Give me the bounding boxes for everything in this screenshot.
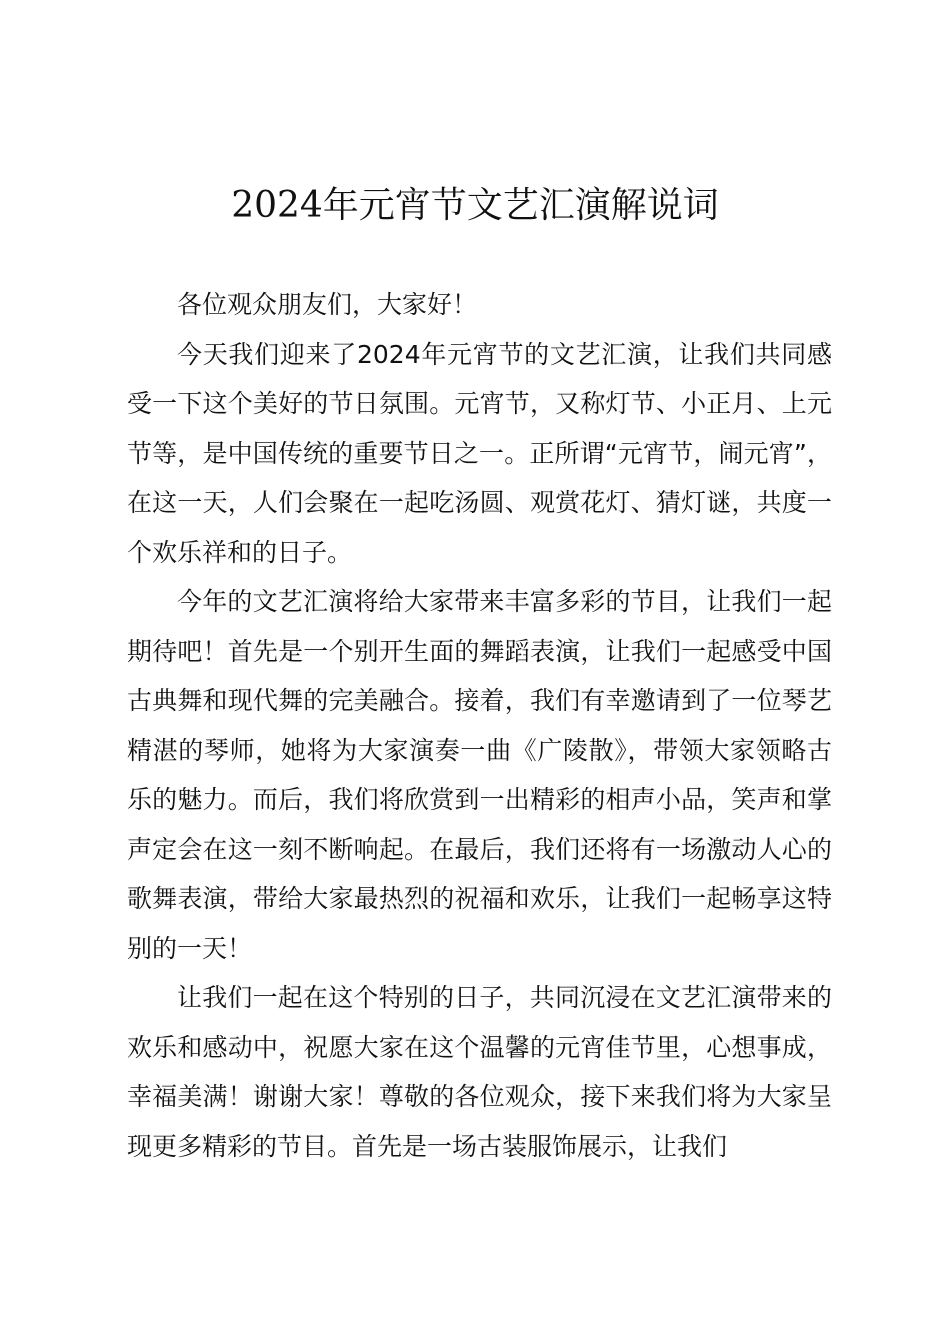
paragraph-greeting: 各位观众朋友们，大家好！: [177, 290, 478, 319]
document-body: [127, 280, 832, 1171]
document-title: 2024年元宵节文艺汇演解说词: [231, 185, 719, 226]
paragraph-intro: 今天我们迎来了2024年元宵节的文艺汇演，让我们共同感受一下这个美好的节日氛围。元宵节，又称灯节、小正月、上元节等，是中国传统的重要节日之一。正所谓“元宵节，闹元宵”，在这一天，人们会聚在一起吃汤圆、观赏花灯、猜灯谜，共度一个欢乐祥和的日子。: [127, 339, 832, 567]
paragraph-closing: 让我们一起在这个特别的日子，共同沉浸在文艺汇演带来的欢乐和感动中，祝愿大家在这个温馨的元宵佳节里，心想事成，幸福美满！谢谢大家！尊敬的各位观众，接下来我们将为大家呈现更多精彩的节目。首先是一场古装服饰展示，让我们: [127, 983, 832, 1161]
paragraph-program: 今年的文艺汇演将给大家带来丰富多彩的节目，让我们一起期待吧！首先是一个别开生面的舞蹈表演，让我们一起感受中国古典舞和现代舞的完美融合。接着，我们有幸邀请到了一位琴艺精湛的琴师，她将为大家演奏一曲《广陵散》，带领大家领略古乐的魅力。而后，我们将欣赏到一出精彩的相声小品，笑声和掌声定会在这一刻不断响起。在最后，我们还将有一场激动人心的歌舞表演，带给大家最热烈的祝福和欢乐，让我们一起畅享这特别的一天！: [127, 587, 832, 963]
